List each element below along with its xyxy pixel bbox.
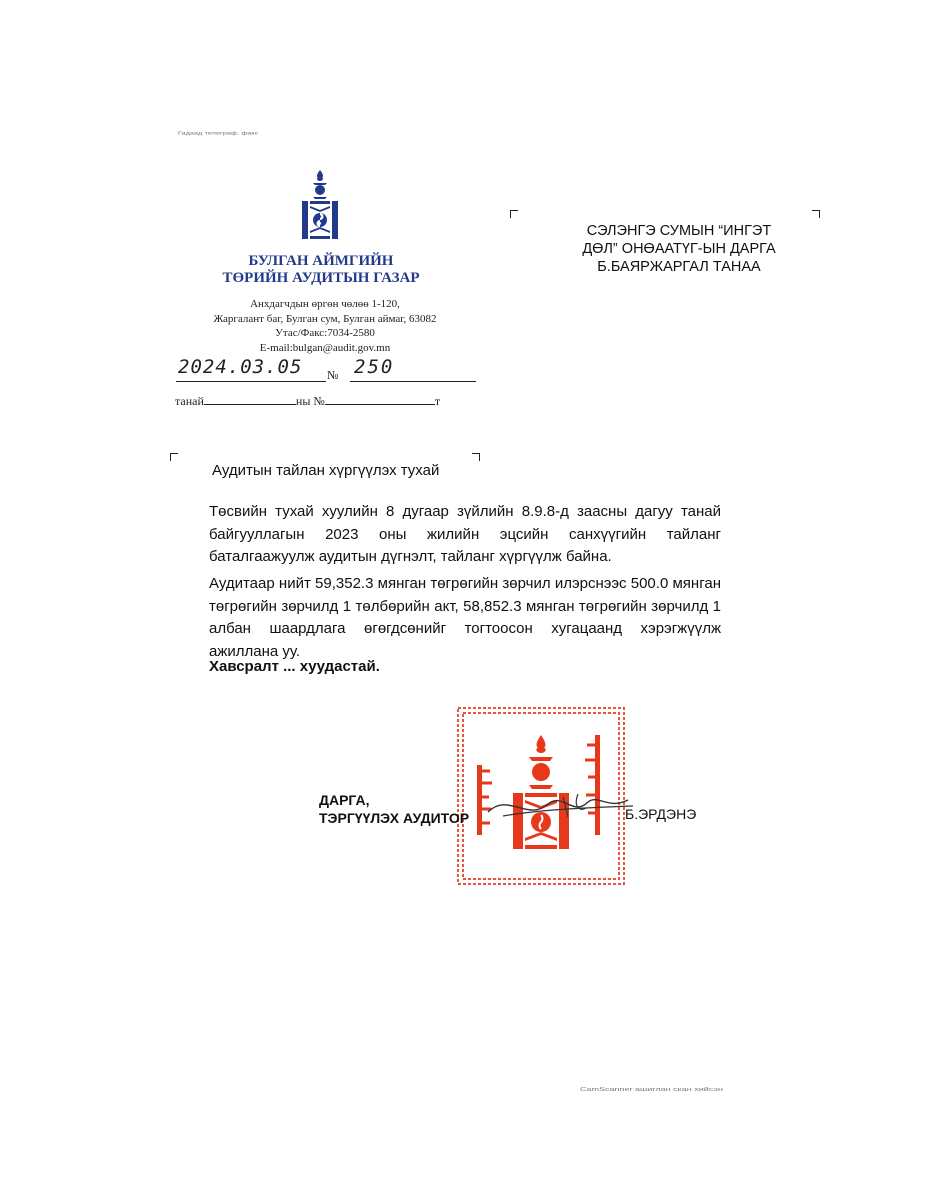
scanner-watermark: CamScanner ашиглан скан хийсэн	[580, 1086, 723, 1092]
soyombo-emblem-icon	[300, 168, 340, 242]
recipient-line1: СЭЛЭНГЭ СУМЫН “ИНГЭТ	[586, 223, 772, 239]
number-underline	[350, 381, 476, 382]
recipient-corner-left	[510, 210, 518, 218]
address-line1: Анхдагчдын өргөн чөлөө 1-120,	[250, 298, 400, 310]
ref-label-1: танай	[175, 394, 204, 408]
body-paragraph-1: Төсвийн тухай хуулийн 8 дугаар зүйлийн 8.9.8-д заасны дагуу танай байгууллагын 2023 оны жилийн эцсийн санхүүгийн тайланг баталгаажуулж аудитын дүгнэлт, тайланг хүргүүлж байна.	[209, 503, 721, 565]
phone-fax: Утас/Факс:7034-2580	[275, 327, 375, 339]
signature-scribble-icon	[468, 782, 638, 832]
subject-corner-left	[170, 453, 178, 461]
org-name-line1: БУЛГАН АЙМГИЙН	[248, 253, 394, 269]
recipient-block	[548, 222, 810, 276]
org-name-line2: ТӨРИЙН АУДИТЫН ГАЗАР	[222, 270, 420, 286]
ref-blank-1	[204, 394, 296, 405]
letter-number: 250	[354, 356, 395, 378]
subject-line: Аудитын тайлан хүргүүлэх тухай	[212, 462, 440, 479]
signer-name: Б.ЭРДЭНЭ	[625, 806, 697, 822]
signer-title-line2: ТЭРГҮҮЛЭХ АУДИТОР	[319, 810, 470, 826]
annex-line: Хавсралт ... хуудастай.	[209, 658, 380, 675]
recipient-corner-right	[812, 210, 820, 218]
email: E-mail:bulgan@audit.gov.mn	[259, 342, 391, 354]
body-paragraph-2: Аудитаар нийт 59,352.3 мянган төгрөгийн зөрчил илэрснээс 500.0 мянган төгрөгийн зөрчилд 1 төлбөрийн акт, 58,852.3 мянган төгрөгийн зөрчилд 1 албан шаардлага өгөгдсөнийг тогтоосон хугацаанд хэрэгжүүлж ажиллана уу.	[209, 575, 721, 660]
recipient-line3: Б.БАЯРЖАРГАЛ ТАНАА	[597, 259, 761, 275]
subject-corner-right	[472, 453, 480, 461]
ref-blank-2	[325, 394, 435, 405]
reference-row	[175, 394, 475, 409]
date-underline	[176, 381, 326, 382]
signer-title-line1: ДАРГА,	[319, 792, 370, 808]
letter-date: 2024.03.05	[178, 356, 303, 378]
recipient-line2: ДӨЛ” ОНӨААТҮГ-ЫН ДАРГА	[582, 241, 776, 257]
ref-label-2: ны №	[295, 394, 325, 408]
number-label: №	[327, 368, 339, 382]
address-line2: Жаргалант баг, Булган сум, Булган аймаг, 63082	[213, 313, 437, 325]
ref-label-3: т	[434, 394, 441, 408]
faint-header-text: Гадаад телеграф, факс	[178, 131, 259, 136]
